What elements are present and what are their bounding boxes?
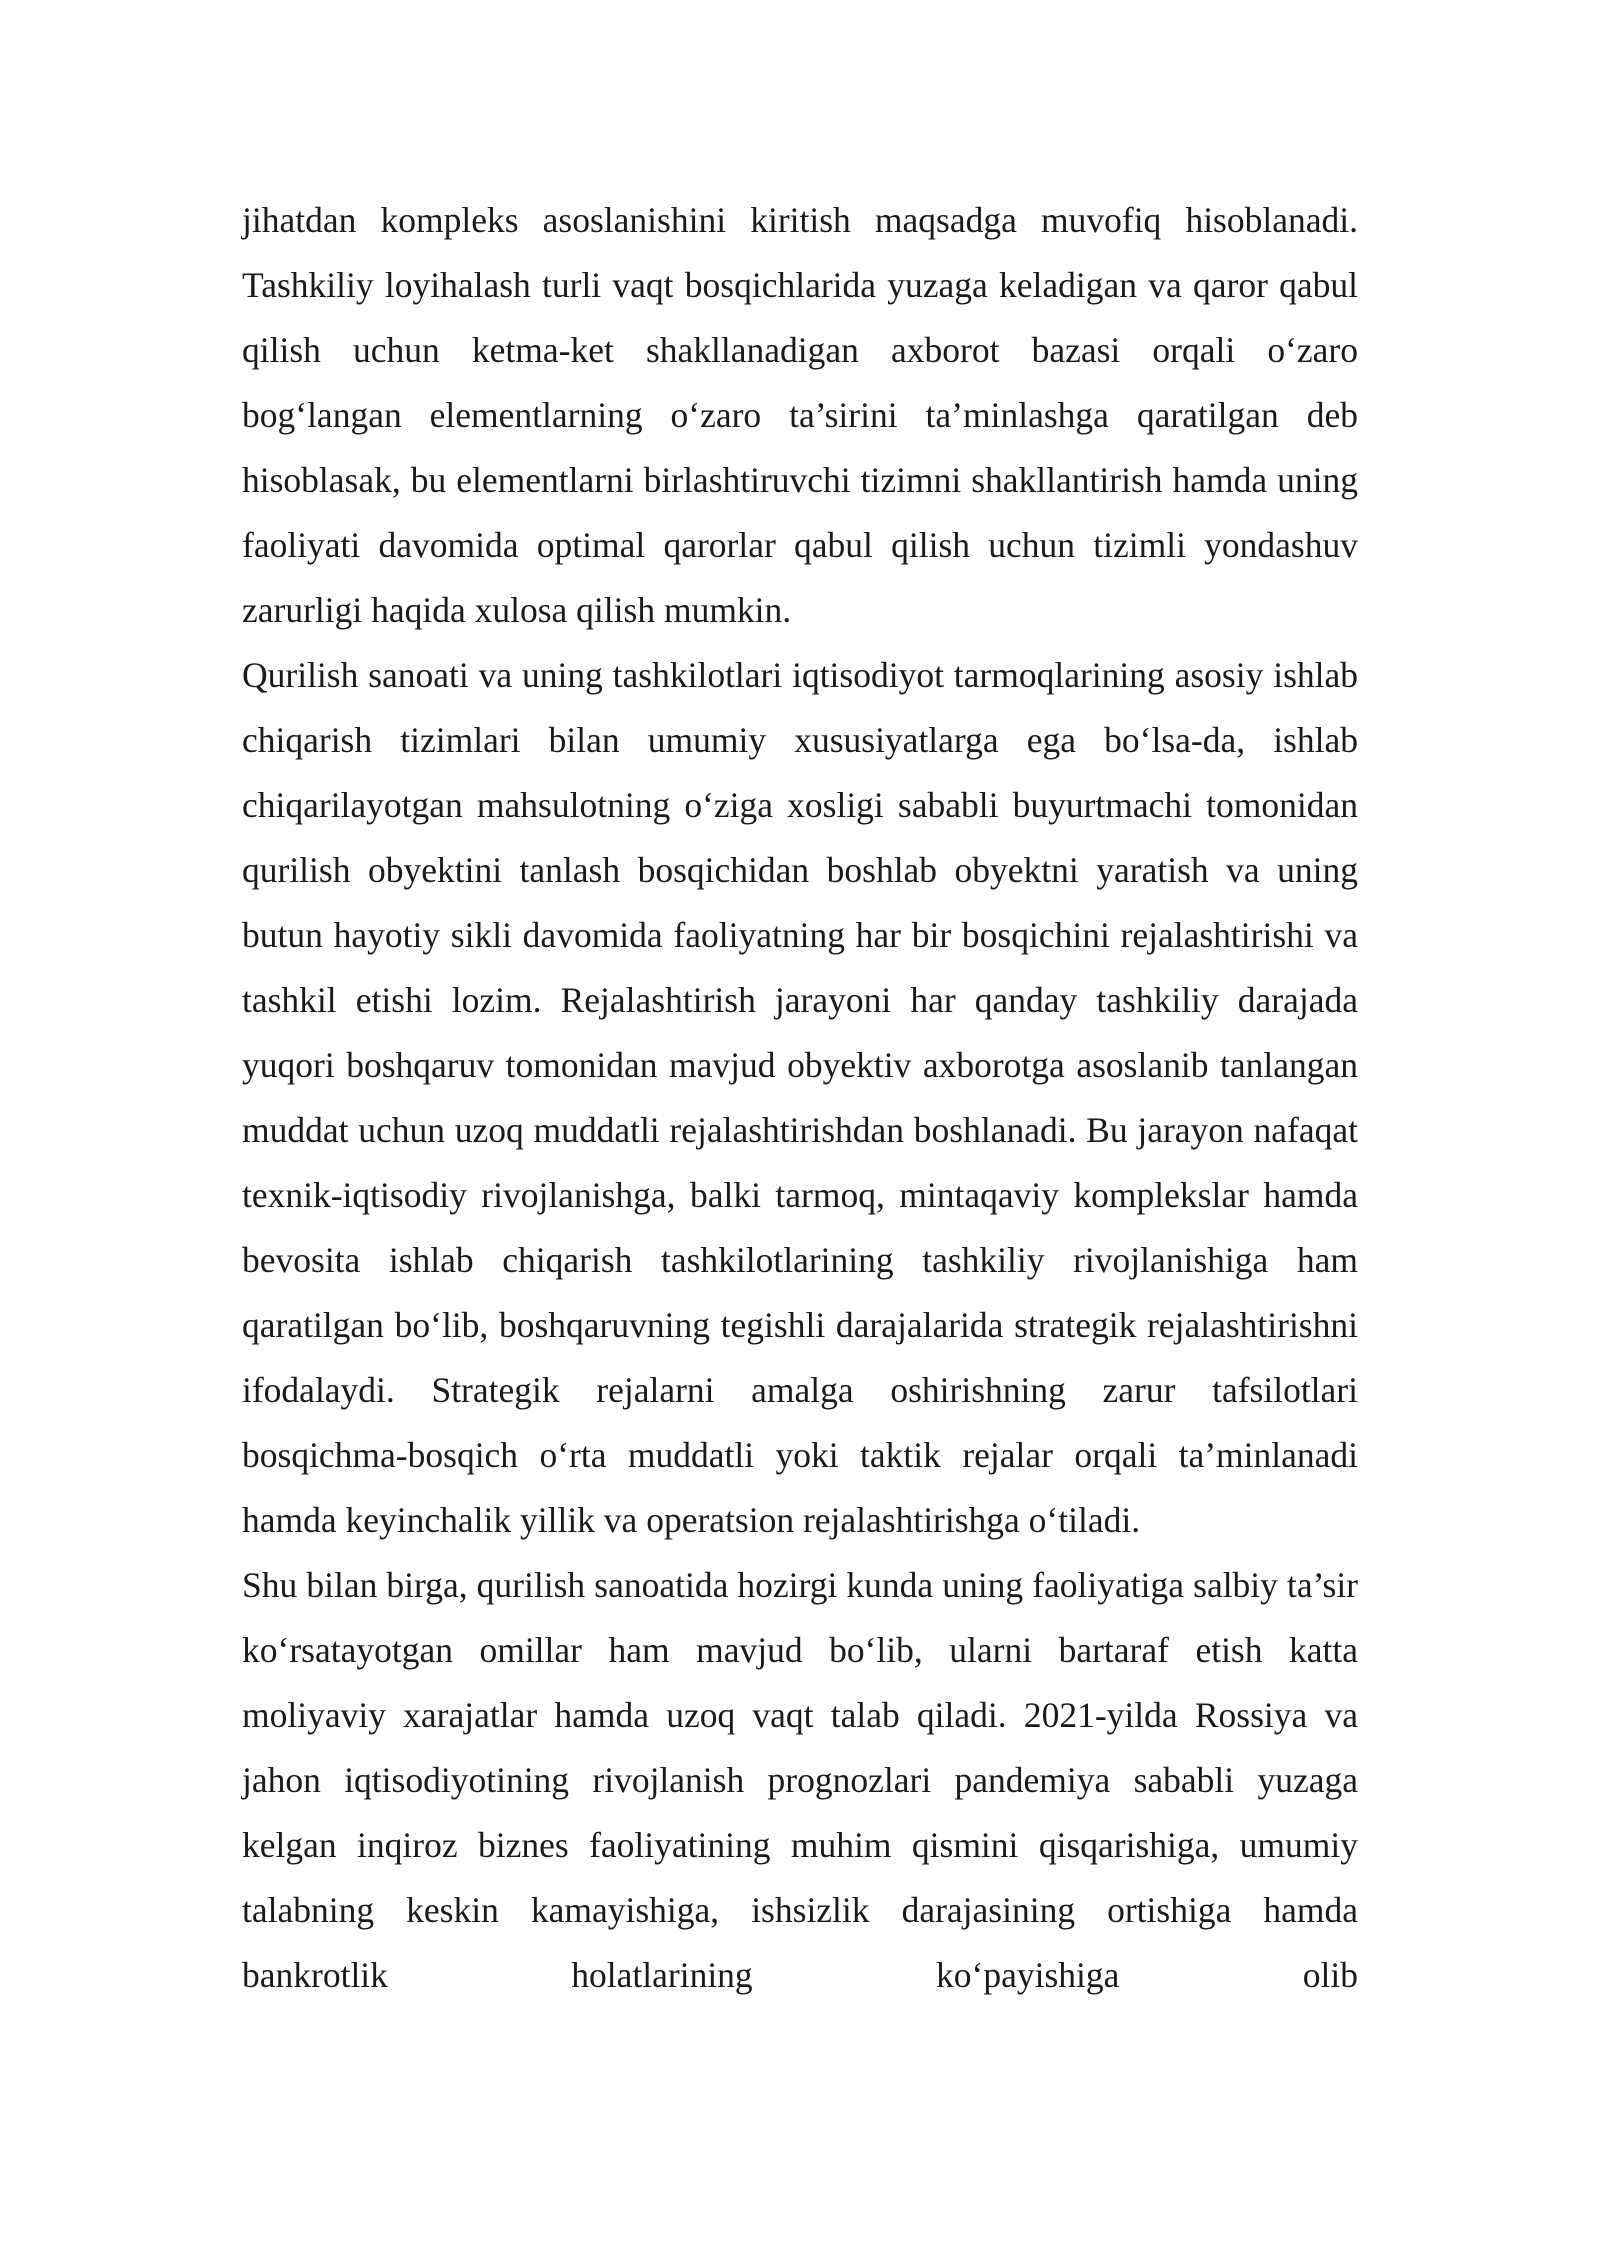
paragraph-3: Shu bilan birga, qurilish sanoatida hozirgi kunda uning faoliyatiga salbiy ta’sir ko‘rsatayotgan omillar ham mavjud bo‘lib, ularni bartaraf etish katta moliyaviy xarajatlar hamda uzoq vaqt talab qiladi. 2021-yilda Rossiya va jahon iqtisodiyotining rivojlanish prognozlari pandemiya sababli yuzaga kelgan inqiroz biznes faoliyatining muhim qismini qisqarishiga, umumiy talabning keskin kamayishiga, ishsizlik darajasining ortishiga hamda bankrotlik holatlarining ko‘payishiga olib [242,1565,1358,1995]
body-text [242,188,1358,2008]
paragraph-2: Qurilish sanoati va uning tashkilotlari iqtisodiyot tarmoqlarining asosiy ishlab chiqarish tizimlari bilan umumiy xususiyatlarga ega bo‘lsa-da, ishlab chiqarilayotgan mahsulotning o‘ziga xosligi sababli buyurtmachi tomonidan qurilish obyektini tanlash bosqichidan boshlab obyektni yaratish va uning butun hayotiy sikli davomida faoliyatning har bir bosqichini rejalashtirishi va tashkil etishi lozim. Rejalashtirish jarayoni har qanday tashkiliy darajada yuqori boshqaruv tomonidan mavjud obyektiv axborotga asoslanib tanlangan muddat uchun uzoq muddatli rejalashtirishdan boshlanadi. Bu jarayon nafaqat texnik-iqtisodiy rivojlanishga, balki tarmoq, mintaqaviy komplekslar hamda bevosita ishlab chiqarish tashkilotlarining tashkiliy rivojlanishiga ham qaratilgan bo‘lib, boshqaruvning tegishli darajalarida strategik rejalashtirishni ifodalaydi. Strategik rejalarni amalga oshirishning zarur tafsilotlari bosqichma-bosqich o‘rta muddatli yoki taktik rejalar orqali ta’minlanadi hamda keyinchalik yillik va operatsion rejalashtirishga o‘tiladi. [242,655,1358,1540]
paragraph-1: jihatdan kompleks asoslanishini kiritish maqsadga muvofiq hisoblanadi. Tashkiliy loyihalash turli vaqt bosqichlarida yuzaga keladigan va qaror qabul qilish uchun ketma-ket shakllanadigan axborot bazasi orqali o‘zaro bog‘langan elementlarning o‘zaro ta’sirini ta’minlashga qaratilgan deb hisoblasak, bu elementlarni birlashtiruvchi tizimni shakllantirish hamda uning faoliyati davomida optimal qarorlar qabul qilish uchun tizimli yondashuv zarurligi haqida xulosa qilish mumkin. [242,200,1358,630]
